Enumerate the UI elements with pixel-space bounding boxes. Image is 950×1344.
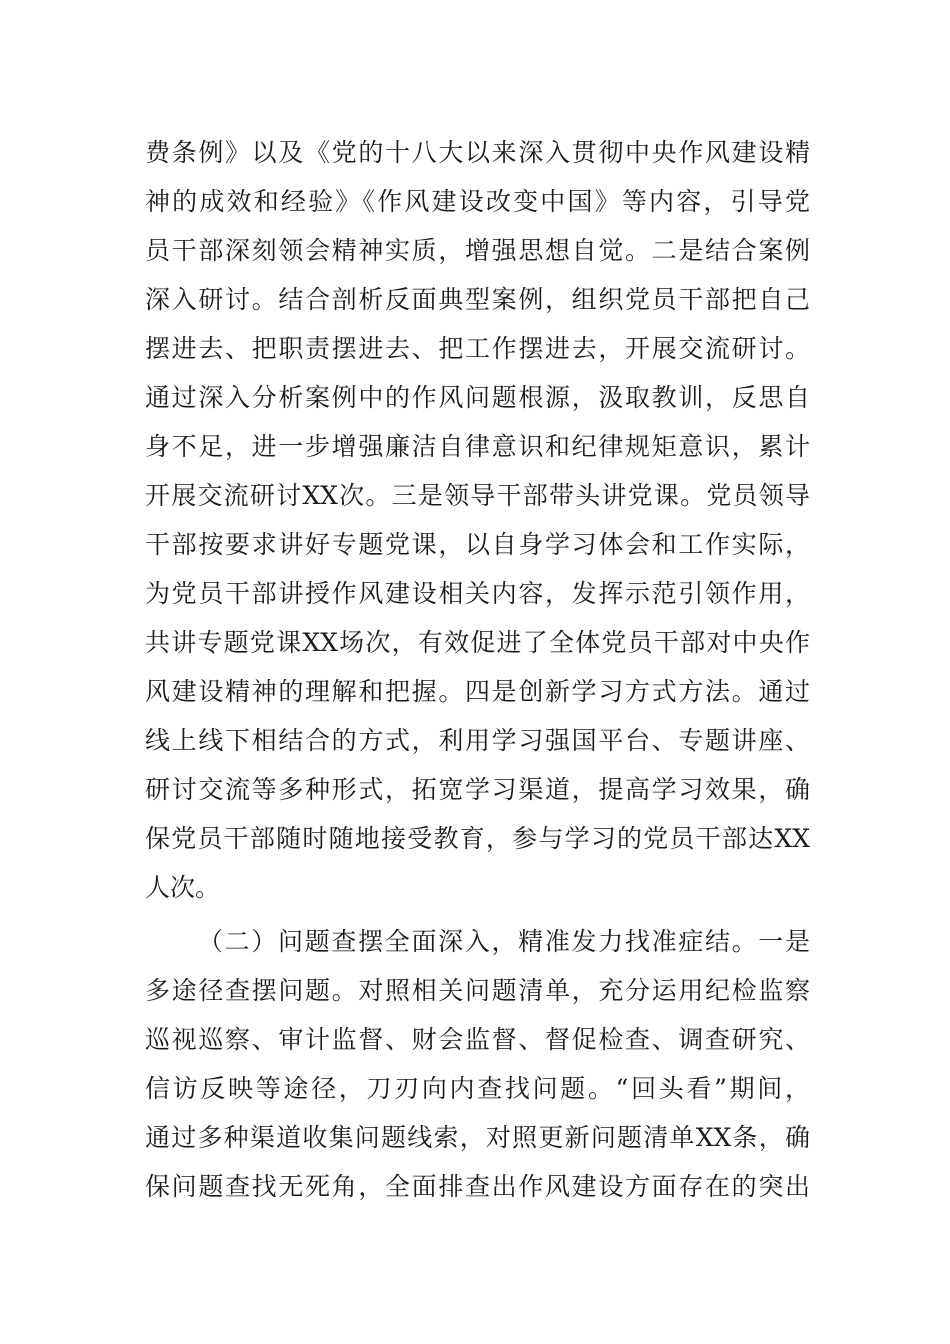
text-line: 摆进去、把职责摆进去、把工作摆进去，开展交流研讨。	[145, 334, 810, 363]
text-line: 干部按要求讲好专题党课，以自身学习体会和工作实际，	[145, 530, 810, 559]
text-line: 身不足，进一步增强廉洁自律意识和纪律规矩意识，累计	[145, 432, 810, 461]
text-line: 通过多种渠道收集问题线索，对照更新问题清单XX条，确	[145, 1123, 810, 1152]
text-line: 研讨交流等多种形式，拓宽学习渠道，提高学习效果，确	[145, 775, 810, 804]
text-line: 通过深入分析案例中的作风问题根源，汲取教训，反思自	[145, 383, 810, 412]
text-line: 巡视巡察、审计监督、财会监督、督促检查、调查研究、	[145, 1025, 810, 1054]
text-line: 人次。	[145, 873, 221, 902]
text-line: 信访反映等途径，刀刃向内查找问题。“回头看”期间，	[145, 1074, 810, 1103]
text-line: 为党员干部讲授作风建设相关内容，发挥示范引领作用，	[145, 579, 810, 608]
text-line: 风建设精神的理解和把握。四是创新学习方式方法。通过	[145, 677, 810, 706]
section-heading-line: （二）问题查摆全面深入，精准发力找准症结。一是	[198, 927, 810, 956]
text-line: 神的成效和经验》《作风建设改变中国》等内容，引导党	[145, 187, 810, 216]
text-line: 深入研讨。结合剖析反面典型案例，组织党员干部把自己	[145, 285, 810, 314]
text-line: 线上线下相结合的方式，利用学习强国平台、专题讲座、	[145, 726, 810, 755]
text-line: 共讲专题党课XX场次，有效促进了全体党员干部对中央作	[145, 628, 810, 657]
text-line: 开展交流研讨XX次。三是领导干部带头讲党课。党员领导	[145, 481, 810, 510]
text-line: 多途径查摆问题。对照相关问题清单，充分运用纪检监察	[145, 976, 810, 1005]
text-line: 保问题查找无死角，全面排查出作风建设方面存在的突出	[145, 1172, 810, 1201]
text-line: 保党员干部随时随地接受教育，参与学习的党员干部达XX	[145, 824, 810, 853]
text-line: 费条例》以及《党的十八大以来深入贯彻中央作风建设精	[145, 138, 810, 167]
text-line: 员干部深刻领会精神实质，增强思想自觉。二是结合案例	[145, 236, 810, 265]
